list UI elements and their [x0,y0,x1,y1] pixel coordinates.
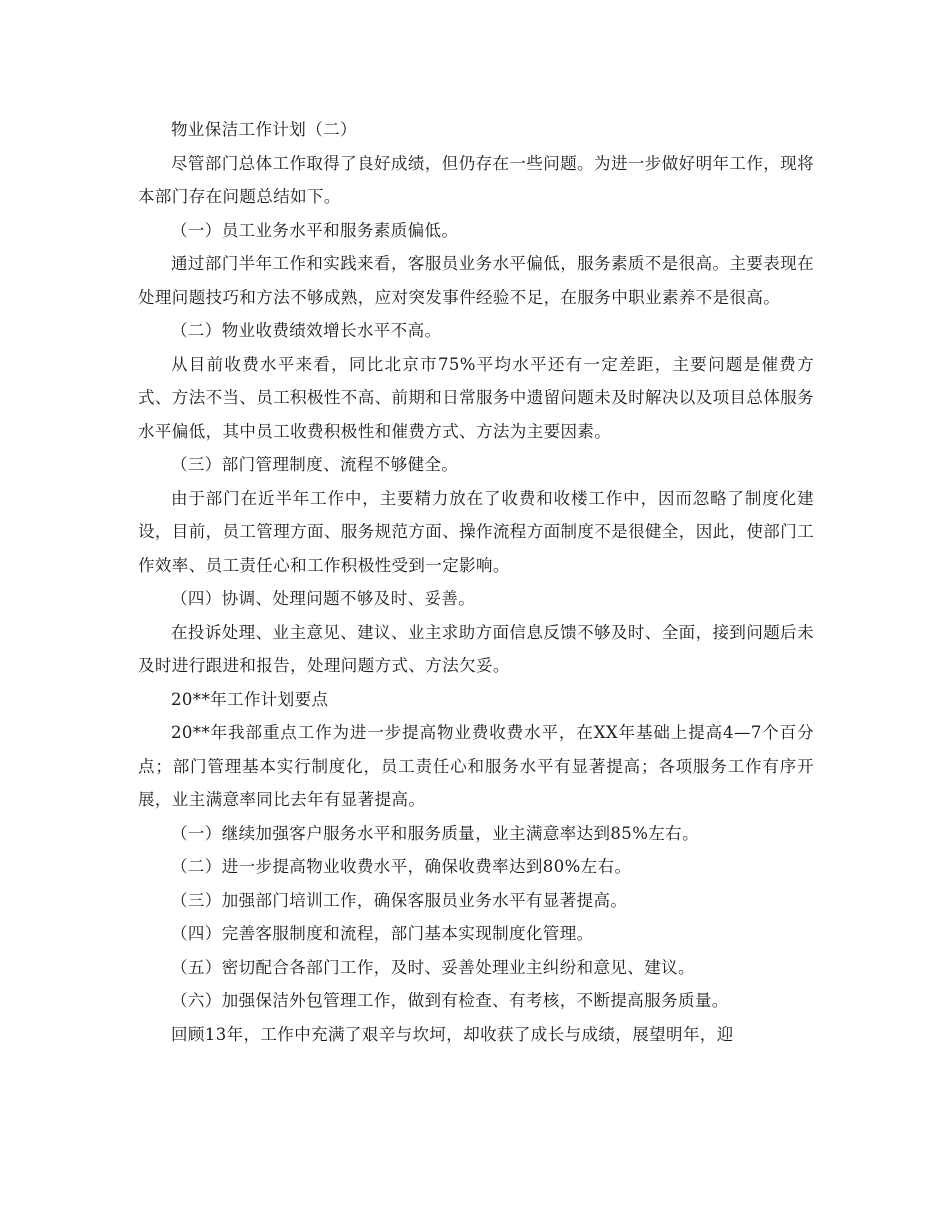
closing-paragraph: 回顾13年，工作中充满了艰辛与坎坷，却收获了成长与成绩，展望明年，迎 [171,1024,734,1044]
section-heading-1: （一）员工业务水平和服务素质偏低。 [171,220,459,240]
plan-item-3: （三）加强部门培训工作，确保客服员业务水平有显著提高。 [171,890,628,910]
paragraph-4: 在投诉处理、业主意见、建议、业主求助方面信息反馈不够及时、全面，接到问题后未及时进行跟进和报告，处理问题方式、方法欠妥。 [138,622,814,675]
paragraph-2: 从目前收费水平来看，同比北京市75%平均水平还有一定差距，主要问题是催费方式、方法不当、员工积极性不高、前期和日常服务中遗留问题未及时解决以及项目总体服务水平偏低，其中员工收费积极性和催费方式、方法为主要因素。 [138,354,814,441]
paragraph-3: 由于部门在近半年工作中，主要精力放在了收费和收楼工作中，因而忽略了制度化建设，目前，员工管理方面、服务规范方面、操作流程方面制度不是很健全，因此，使部门工作效率、员工责任心和工作积极性受到一定影响。 [138,488,814,575]
plan-item-1: （一）继续加强客户服务水平和服务质量，业主满意率达到85%左右。 [171,823,699,843]
document-title: 物业保洁工作计划（二） [171,120,357,139]
plan-item-6: （六）加强保洁外包管理工作，做到有检查、有考核，不断提高服务质量。 [171,991,729,1010]
plan-item-4: （四）完善客服制度和流程，部门基本实现制度化管理。 [171,924,594,943]
plan-item-5: （五）密切配合各部门工作，及时、妥善处理业主纠纷和意见、建议。 [171,957,695,977]
section-heading-4: （四）协调、处理问题不够及时、妥善。 [171,589,476,608]
section-heading-3: （三）部门管理制度、流程不够健全。 [171,455,459,474]
section-heading-2: （二）物业收费绩效增长水平不高。 [171,321,442,340]
paragraph-intro: 尽管部门总体工作取得了良好成绩，但仍存在一些问题。为进一步做好明年工作，现将本部门存在问题总结如下。 [138,153,814,206]
document-body [138,113,814,1051]
plan-heading: 20**年工作计划要点 [171,689,329,709]
plan-summary: 20**年我部重点工作为进一步提高物业费收费水平，在XX年基础上提高4—7个百分点；部门管理基本实行制度化，员工责任心和服务水平有显著提高；各项服务工作有序开展，业主满意率同比去年有显著提高。 [138,723,814,809]
paragraph-1: 通过部门半年工作和实践来看，客服员业务水平偏低，服务素质不是很高。主要表现在处理问题技巧和方法不够成熟，应对突发事件经验不足，在服务中职业素养不是很高。 [138,254,814,307]
plan-item-2: （二）进一步提高物业收费水平，确保收费率达到80%左右。 [171,857,632,876]
